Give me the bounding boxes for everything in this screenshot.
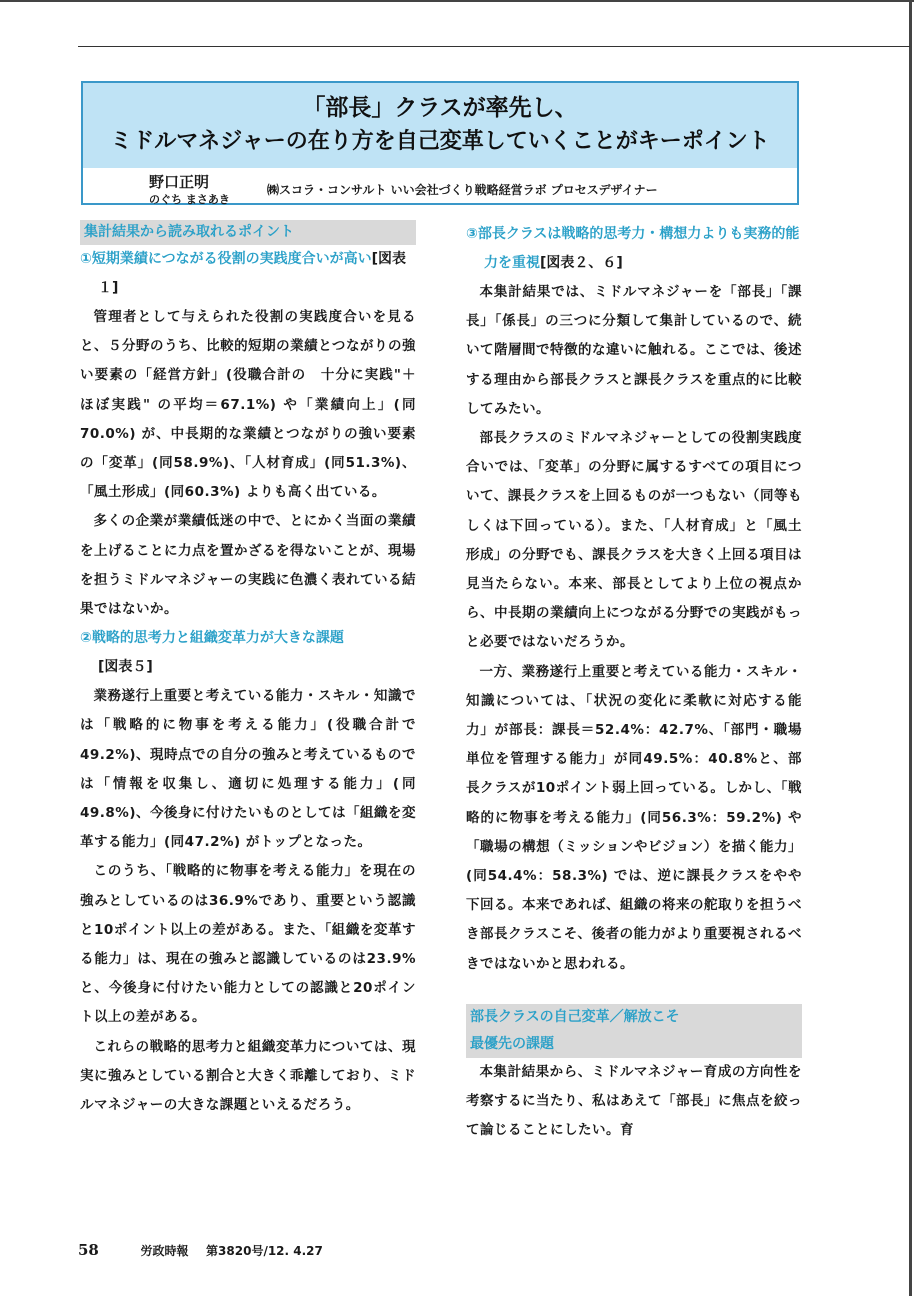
title-line-2: ミドルマネジャーの在り方を自己変革していくことがキーポイント: [110, 129, 770, 154]
page-top-edge: [0, 0, 914, 2]
right-paragraph-2: 部長クラスのミドルマネジャーとしての役割実践度合いでは、「変革」の分野に属するすべての項目について、課長クラスを上回るものが一つもない（同等もしくは下回っている）。また、「人材育成」と「風土形成」の分野でも、課長クラスを大きく上回る項目は見当たらない。本来、部長としてより上位の視点から、中長期の業績向上につながる分野での実践がもっと必要ではないだろうか。: [466, 430, 802, 651]
subheading-1-figure-ref: [図表１]: [98, 251, 406, 296]
issue-info: 第3820号/12. 4.27: [206, 1244, 323, 1258]
left-paragraph-5: これらの戦略的思考力と組織変革力については、現実に強みとしている割合と大きく乖離しており、ミドルマネジャーの大きな課題といえるだろう。: [80, 1038, 416, 1114]
right-paragraph-3: 一方、業務遂行上重要と考えている能力・スキル・知識については、「状況の変化に柔軟に対応する能力」が部長：課長＝52.4%：42.7%、「部門・職場単位を管理する能力」が同49.5%：40.8%と、部長クラスが10ポイント弱上回っている。しかし、「戦略的に物事を考える能力」(同56.3%：59.2%) や「職場の構想（ミッションやビジョン）を描く能力」(同54.4%：58.3%) では、逆に課長クラスをやや下回る。本来であれば、組織の将来の舵取りを担うべき部長クラスこそ、後者の能力がより重要視されるべきではないかと思われる。: [466, 663, 802, 972]
subheading-1-text: ①短期業績につながる役割の実践度合いが高い: [80, 251, 372, 267]
subheading-3-text: ③部長クラスは戦略的思考力・構想力よりも実務的能力を重視: [466, 226, 800, 271]
author-kana: のぐち まさあき: [149, 193, 230, 206]
subheading-3-figure-ref: [図表２、６]: [540, 255, 623, 271]
subheading-2-figure-ref: [図表５]: [98, 659, 153, 676]
page-right-edge: [909, 0, 912, 1296]
left-paragraph-1: 管理者として与えられた役割の実践度合いを見ると、５分野のうち、比較的短期の業績とつながりの強い要素の「経営方針」(役職合計の 十分に実践"＋ ほぼ実践" の平均＝67.1%) や「業績向上」(同70.0%) が、中長期的な業績とつながりの強い要素の「変革」(同58.9%)、「人材育成」(同51.3%)、「風土形成」(同60.3%) よりも高く出ている。: [80, 309, 416, 501]
section-heading-self-reform: 部長クラスの自己変革／解放こそ最優先の課題: [466, 1004, 802, 1058]
right-paragraph-1: 本集計結果では、ミドルマネジャーを「部長」「課長」「係長」の三つに分類して集計しているので、続いて階層間で特徴的な違いに触れる。ここでは、後述する理由から部長クラスと課長クラスを重点的に比較してみたい。: [466, 284, 802, 417]
subheading-2: ②戦略的思考力と組織変革力が大きな課題: [80, 630, 344, 647]
journal-name: 労政時報: [140, 1244, 189, 1258]
subheading-3: [466, 220, 802, 278]
right-paragraph-4: 本集計結果から、ミドルマネジャー育成の方向性を考察するに当たり、私はあえて「部長」に焦点を絞って論じることにしたい。育: [466, 1063, 802, 1139]
section-spacer: [466, 979, 802, 1004]
author-name: 野口正明: [149, 173, 210, 191]
header-rule: [78, 46, 910, 47]
page-footer: [78, 1240, 323, 1259]
left-paragraph-3: 業務遂行上重要と考えている能力・スキル・知識では「戦略的に物事を考える能力」(役職合計で49.2%)、現時点での自分の強みと考えているものでは「情報を収集し、適切に処理する能力」(同49.8%)、今後身に付けたいものとしては「組織を変革する能力」(同47.2%) がトップとなった。: [80, 688, 417, 851]
author-affiliation: ㈱スコラ・コンサルト いい会社づくり戦略経営ラボ プロセスデザイナー: [267, 183, 658, 197]
article-title-box: [81, 81, 799, 205]
subheading-1: [80, 245, 416, 303]
left-column: [80, 220, 416, 1120]
left-paragraph-2: 多くの企業が業績低迷の中で、とにかく当面の業績を上げることに力点を置かざるを得ないことが、現場を担うミドルマネジャーの実践に色濃く表れている結果ではないか。: [80, 513, 416, 618]
section-heading-points: 集計結果から読み取れるポイント: [80, 220, 416, 245]
page-number: 58: [78, 1241, 99, 1259]
title-band: [83, 83, 797, 168]
title-line-1: 「部長」クラスが率先し、: [302, 95, 578, 121]
left-paragraph-4: このうち、「戦略的に物事を考える能力」を現在の強みとしているのは36.9%であり、重要という認識と10ポイント以上の差がある。また、「組織を変革する能力」は、現在の強みと認識しているのは23.9%と、今後身に付けたい能力としての認識と20ポイント以上の差がある。: [80, 863, 416, 1026]
right-column: [466, 220, 802, 1145]
